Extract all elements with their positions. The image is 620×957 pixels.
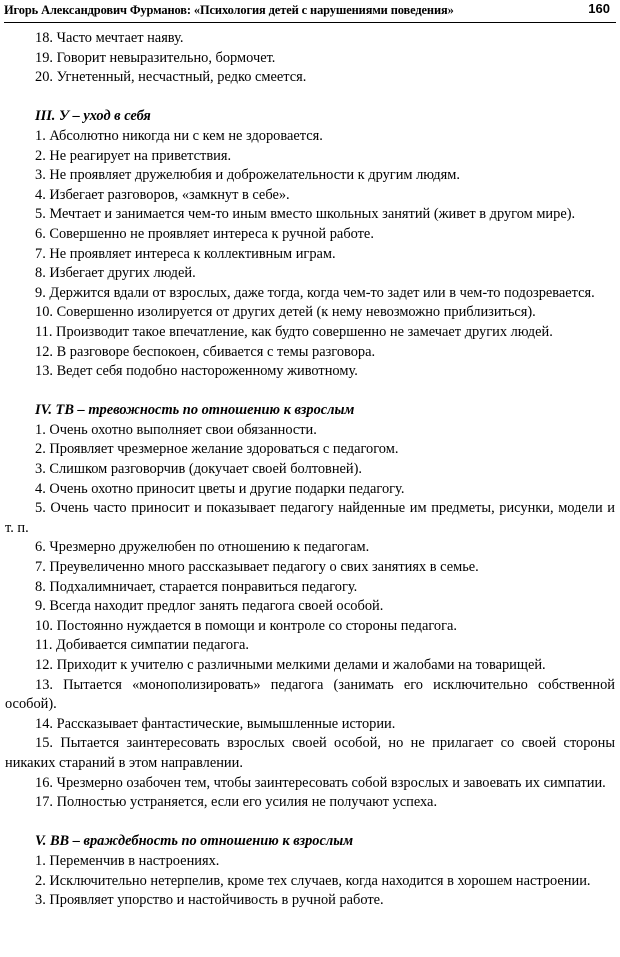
page-content bbox=[5, 29, 615, 911]
list-item: 12. В разговоре беспокоен, сбивается с темы разговора. bbox=[35, 343, 376, 360]
list-item: 4. Избегает разговоров, «замкнут в себе». bbox=[35, 186, 290, 203]
list-item: 15. Пытается заинтересовать взрослых своей особой, но не прилагает со своей стороны никаких стараний в этом направлении. bbox=[5, 735, 615, 771]
list-item: 8. Избегает других людей. bbox=[35, 265, 196, 282]
list-item: 3. Проявляет упорство и настойчивость в ручной работе. bbox=[35, 892, 384, 909]
list-item: 9. Всегда находит предлог занять педагога своей особой. bbox=[35, 598, 384, 615]
list-item: 13. Ведет себя подобно настороженному животному. bbox=[35, 363, 358, 380]
list-item: 6. Чрезмерно дружелюбен по отношению к педагогам. bbox=[35, 539, 370, 556]
section-heading: V. ВВ – враждебность по отношению к взрослым bbox=[35, 833, 354, 850]
list-item: 11. Производит такое впечатление, как будто совершенно не замечает других людей. bbox=[35, 323, 553, 340]
list-item: 1. Очень охотно выполняет свои обязанности. bbox=[35, 421, 317, 438]
list-item: 7. Преувеличенно много рассказывает педагогу о свих занятиях в семье. bbox=[35, 559, 479, 576]
list-item: 13. Пытается «монополизировать» педагога (занимать его исключительно собственной особой). bbox=[5, 676, 615, 713]
list-item: 10. Совершенно изолируется от других детей (к нему невозможно приблизиться). bbox=[35, 304, 536, 321]
list-item: 3. Слишком разговорчив (докучает своей болтовней). bbox=[35, 461, 363, 478]
list-item: 11. Добивается симпатии педагога. bbox=[35, 637, 249, 654]
paragraph-gap bbox=[5, 88, 615, 108]
list-item: 2. Не реагирует на приветствия. bbox=[35, 147, 232, 164]
list-item: 5. Мечтает и занимается чем-то иным вместо школьных занятий (живет в другом мире). bbox=[35, 206, 576, 223]
section-heading: III. У – уход в себя bbox=[35, 108, 151, 125]
list-item: 17. Полностью устраняется, если его усилия не получают успеха. bbox=[35, 794, 438, 811]
list-item: 10. Постоянно нуждается в помощи и контроле со стороны педагога. bbox=[35, 617, 458, 634]
list-item: 5. Очень часто приносит и показывает педагогу найденные им предметы, рисунки, модели и т. п. bbox=[5, 500, 615, 536]
list-item: 6. Совершенно не проявляет интереса к ручной работе. bbox=[35, 225, 374, 242]
page-number: 160 bbox=[588, 1, 610, 16]
list-item: 3. Не проявляет дружелюбия и доброжелательности к другим людям. bbox=[35, 167, 460, 184]
list-item: 14. Рассказывает фантастические, вымышленные истории. bbox=[35, 715, 396, 732]
list-item: 12. Приходит к учителю с различными мелкими делами и жалобами на товарищей. bbox=[35, 657, 546, 673]
list-item: 2. Исключительно нетерпелив, кроме тех случаев, когда находится в хорошем настроении. bbox=[35, 872, 591, 889]
section-heading: IV. ТВ – тревожность по отношению к взрослым bbox=[35, 402, 355, 419]
list-item: 20. Угнетенный, несчастный, редко смеется. bbox=[35, 69, 307, 86]
book-title: Игорь Александрович Фурманов: «Психология детей с нарушениями поведения» bbox=[4, 3, 454, 17]
list-item: 16. Чрезмерно озабочен тем, чтобы заинтересовать собой взрослых и завоевать их симпатии. bbox=[35, 774, 606, 791]
list-item: 18. Часто мечтает наяву. bbox=[35, 30, 184, 46]
list-item: 2. Проявляет чрезмерное желание здороваться с педагогом. bbox=[35, 441, 399, 458]
list-item: 7. Не проявляет интереса к коллективным играм. bbox=[35, 245, 336, 262]
page-header bbox=[4, 0, 616, 23]
list-item: 8. Подхалимничает, старается понравиться педагогу. bbox=[35, 578, 358, 595]
paragraph-gap bbox=[5, 813, 615, 833]
list-item: 9. Держится вдали от взрослых, даже тогда, когда чем-то задет или в чем-то подозревается. bbox=[35, 284, 595, 301]
list-item: 19. Говорит невыразительно, бормочет. bbox=[35, 49, 276, 66]
list-item: 1. Абсолютно никогда ни с кем не здоровается. bbox=[35, 127, 323, 144]
list-item: 4. Очень охотно приносит цветы и другие подарки педагогу. bbox=[35, 480, 405, 497]
paragraph-gap bbox=[5, 382, 615, 402]
list-item: 1. Переменчив в настроениях. bbox=[35, 852, 220, 869]
